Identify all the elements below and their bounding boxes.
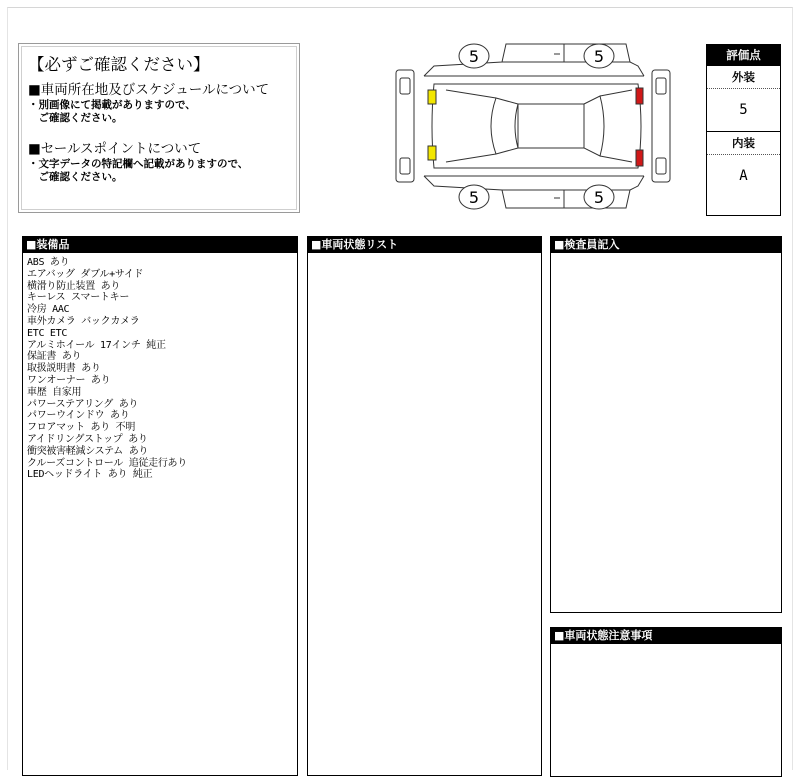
status-list-panel [307, 236, 542, 776]
equipment-item: ABS あり [27, 257, 70, 268]
body-top-shape [432, 84, 641, 168]
tire-badge [584, 185, 614, 209]
exterior-label: 外装 [707, 66, 780, 89]
equipment-item: 冷房 AAC [27, 304, 70, 316]
marker-rear-left [428, 146, 436, 160]
tire-badge [584, 44, 614, 68]
notice-heading-sales-point: ■セールスポイントについて [28, 141, 202, 157]
marker-rear-right [636, 150, 643, 166]
notice-box [18, 43, 300, 213]
condition-notes-panel [550, 627, 782, 777]
notice-line: ご確認ください。 [28, 112, 123, 124]
marker-front-left [428, 90, 436, 104]
exterior-value: 5 [707, 89, 780, 132]
svg-text:5: 5 [468, 47, 480, 66]
car-diagram [394, 40, 676, 212]
equipment-item: アルミホイール 17インチ 純正 [27, 339, 166, 351]
notice-line: ・別画像にて掲載がありますので、 [28, 99, 196, 111]
equipment-item: パワーステアリング あり [27, 398, 139, 410]
equipment-item: クルーズコントロール 追従走行あり [27, 457, 187, 469]
equipment-item: ETC ETC [27, 327, 68, 339]
tire-badge [459, 185, 489, 209]
equipment-item: 車歴 自家用 [27, 386, 82, 398]
equipment-item: エアバッグ ダブル+サイド [27, 268, 144, 280]
equipment-item: LEDヘッドライト あり 純正 [27, 469, 153, 481]
svg-text:5: 5 [593, 47, 605, 66]
equipment-item: ワンオーナー あり [27, 374, 111, 386]
notice-heading-location: ■車両所在地及びスケジュールについて [28, 82, 270, 98]
equipment-item: 車外カメラ バックカメラ [27, 315, 140, 327]
tire-badge [459, 44, 489, 68]
inspector-header: ■検査員記入 [551, 237, 781, 253]
status-list-header: ■車両状態リスト [308, 237, 541, 253]
equipment-item: パワーウインドウ あり [27, 410, 130, 422]
equipment-header: ■装備品 [23, 237, 297, 253]
marker-front-right [636, 88, 643, 104]
equipment-panel [22, 236, 298, 776]
equipment-item: 保証書 あり [27, 351, 82, 363]
rear-bumper-shape [652, 70, 670, 182]
equipment-item: キーレス スマートキー [27, 292, 130, 304]
notice-line: ご確認ください。 [28, 171, 123, 183]
equipment-item: 衝突被害軽減システム あり [27, 445, 149, 457]
front-bumper-shape [396, 70, 414, 182]
rating-header: 評価点 [707, 45, 780, 66]
equipment-item: フロアマット あり 不明 [27, 422, 136, 434]
svg-text:5: 5 [468, 188, 480, 207]
notice-title: 【必ずご確認ください】 [28, 55, 210, 74]
interior-value: A [739, 168, 748, 184]
equipment-list [23, 253, 297, 481]
equipment-item: 横滑り防止装置 あり [27, 280, 121, 292]
equipment-item: アイドリングストップ あり [27, 433, 148, 445]
condition-notes-header: ■車両状態注意事項 [551, 628, 781, 644]
interior-label: 内装 [707, 132, 780, 155]
inspector-panel [550, 236, 782, 613]
svg-text:5: 5 [593, 188, 605, 207]
equipment-item: 取扱説明書 あり [27, 363, 101, 375]
rating-box [706, 44, 781, 216]
notice-line: ・文字データの特記欄へ記載がありますので、 [28, 158, 249, 170]
